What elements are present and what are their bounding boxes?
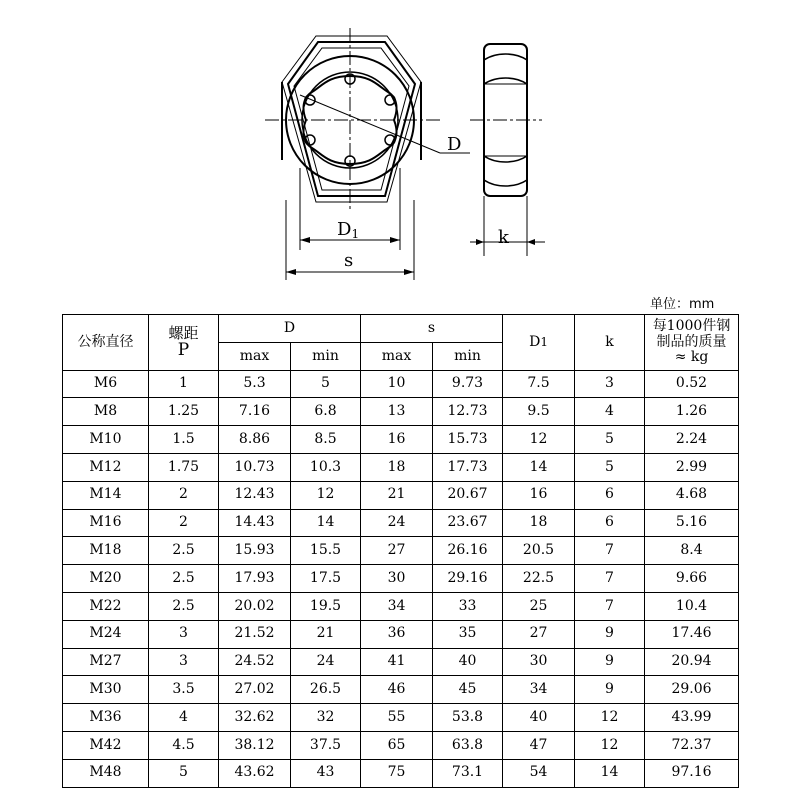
cell-s-min: 33 xyxy=(433,592,503,620)
cell-nominal: M30 xyxy=(63,676,149,704)
cell-s-min: 45 xyxy=(433,676,503,704)
cell-D-min: 24 xyxy=(291,648,361,676)
cell-k: 12 xyxy=(575,704,645,732)
table-row xyxy=(63,648,739,676)
cell-pitch: 1.25 xyxy=(149,398,219,426)
front-view xyxy=(265,28,470,280)
cell-mass: 2.24 xyxy=(645,426,739,454)
cell-D-min: 26.5 xyxy=(291,676,361,704)
cell-nominal: M6 xyxy=(63,370,149,398)
cell-D1: 25 xyxy=(503,592,575,620)
cell-D1: 18 xyxy=(503,509,575,537)
cell-mass: 4.68 xyxy=(645,481,739,509)
cell-D-min: 21 xyxy=(291,620,361,648)
cell-D-max: 24.52 xyxy=(219,648,291,676)
table-row xyxy=(63,481,739,509)
cell-s-min: 12.73 xyxy=(433,398,503,426)
cell-D-max: 38.12 xyxy=(219,731,291,759)
header-s: s xyxy=(361,315,503,343)
cell-D-min: 32 xyxy=(291,704,361,732)
header-k: k xyxy=(575,315,645,371)
table-row xyxy=(63,620,739,648)
cell-pitch: 2.5 xyxy=(149,537,219,565)
cell-s-max: 21 xyxy=(361,481,433,509)
cell-k: 9 xyxy=(575,620,645,648)
cell-D1: 47 xyxy=(503,731,575,759)
cell-k: 7 xyxy=(575,592,645,620)
cell-D-min: 15.5 xyxy=(291,537,361,565)
header-D: D xyxy=(219,315,361,343)
table-row xyxy=(63,426,739,454)
cell-pitch: 2 xyxy=(149,509,219,537)
cell-s-max: 13 xyxy=(361,398,433,426)
table-row xyxy=(63,509,739,537)
cell-D1: 7.5 xyxy=(503,370,575,398)
cell-mass: 0.52 xyxy=(645,370,739,398)
cell-s-min: 17.73 xyxy=(433,453,503,481)
cell-s-min: 73.1 xyxy=(433,759,503,787)
cell-mass: 97.16 xyxy=(645,759,739,787)
cell-k: 5 xyxy=(575,453,645,481)
cell-D1: 20.5 xyxy=(503,537,575,565)
cell-k: 9 xyxy=(575,648,645,676)
cell-nominal: M48 xyxy=(63,759,149,787)
cell-D-min: 14 xyxy=(291,509,361,537)
cell-k: 9 xyxy=(575,676,645,704)
cell-D-max: 17.93 xyxy=(219,565,291,593)
cell-D1: 16 xyxy=(503,481,575,509)
cell-nominal: M36 xyxy=(63,704,149,732)
spec-table xyxy=(62,314,739,788)
cell-nominal: M10 xyxy=(63,426,149,454)
cell-mass: 1.26 xyxy=(645,398,739,426)
cell-s-max: 18 xyxy=(361,453,433,481)
k-label: k xyxy=(498,227,509,248)
cell-s-max: 30 xyxy=(361,565,433,593)
cell-pitch: 4.5 xyxy=(149,731,219,759)
cell-s-min: 40 xyxy=(433,648,503,676)
cell-D1: 12 xyxy=(503,426,575,454)
cell-s-max: 34 xyxy=(361,592,433,620)
cell-D1: 30 xyxy=(503,648,575,676)
cell-k: 14 xyxy=(575,759,645,787)
cell-mass: 8.4 xyxy=(645,537,739,565)
cell-mass: 17.46 xyxy=(645,620,739,648)
cell-D1: 9.5 xyxy=(503,398,575,426)
cell-s-max: 65 xyxy=(361,731,433,759)
cell-D-max: 10.73 xyxy=(219,453,291,481)
cell-pitch: 3 xyxy=(149,620,219,648)
cell-k: 3 xyxy=(575,370,645,398)
cell-D1: 34 xyxy=(503,676,575,704)
cell-s-max: 16 xyxy=(361,426,433,454)
cell-D-max: 5.3 xyxy=(219,370,291,398)
cell-nominal: M42 xyxy=(63,731,149,759)
cell-mass: 20.94 xyxy=(645,648,739,676)
cell-D1: 22.5 xyxy=(503,565,575,593)
s-label: s xyxy=(344,250,354,271)
cell-D-min: 6.8 xyxy=(291,398,361,426)
cell-D1: 54 xyxy=(503,759,575,787)
cell-D-max: 15.93 xyxy=(219,537,291,565)
header-pitch-cn: 螺距 xyxy=(168,323,199,342)
cell-nominal: M8 xyxy=(63,398,149,426)
D1-label: D1 xyxy=(337,219,360,241)
cell-mass: 2.99 xyxy=(645,453,739,481)
cell-nominal: M16 xyxy=(63,509,149,537)
table-row xyxy=(63,704,739,732)
cell-D-max: 32.62 xyxy=(219,704,291,732)
cell-k: 6 xyxy=(575,509,645,537)
cell-D-max: 12.43 xyxy=(219,481,291,509)
cell-D-min: 10.3 xyxy=(291,453,361,481)
cell-D1: 40 xyxy=(503,704,575,732)
cell-D-max: 14.43 xyxy=(219,509,291,537)
cell-s-min: 29.16 xyxy=(433,565,503,593)
cell-D1: 27 xyxy=(503,620,575,648)
header-D1: D1 xyxy=(503,315,575,371)
nut-technical-drawing xyxy=(0,0,800,300)
cell-nominal: M24 xyxy=(63,620,149,648)
header-s-min: min xyxy=(433,342,503,370)
cell-D1: 14 xyxy=(503,453,575,481)
cell-s-min: 15.73 xyxy=(433,426,503,454)
cell-s-min: 9.73 xyxy=(433,370,503,398)
cell-k: 5 xyxy=(575,426,645,454)
table-row xyxy=(63,565,739,593)
cell-s-max: 41 xyxy=(361,648,433,676)
cell-pitch: 5 xyxy=(149,759,219,787)
cell-D-min: 12 xyxy=(291,481,361,509)
side-view xyxy=(470,44,545,256)
cell-D-max: 21.52 xyxy=(219,620,291,648)
cell-k: 7 xyxy=(575,537,645,565)
table-row xyxy=(63,537,739,565)
cell-nominal: M14 xyxy=(63,481,149,509)
cell-mass: 10.4 xyxy=(645,592,739,620)
cell-D-max: 8.86 xyxy=(219,426,291,454)
hexagon-outline xyxy=(288,42,415,196)
cell-k: 6 xyxy=(575,481,645,509)
table-row xyxy=(63,676,739,704)
table-row xyxy=(63,370,739,398)
cell-s-min: 53.8 xyxy=(433,704,503,732)
header-s-max: max xyxy=(361,342,433,370)
cell-pitch: 2.5 xyxy=(149,592,219,620)
unit-label: 单位：mm xyxy=(650,297,715,312)
table-row xyxy=(63,453,739,481)
cell-D-max: 27.02 xyxy=(219,676,291,704)
cell-pitch: 4 xyxy=(149,704,219,732)
table-row xyxy=(63,731,739,759)
cell-pitch: 2.5 xyxy=(149,565,219,593)
D-leader-line xyxy=(300,95,440,153)
cell-nominal: M22 xyxy=(63,592,149,620)
cell-s-min: 20.67 xyxy=(433,481,503,509)
cell-pitch: 1.75 xyxy=(149,453,219,481)
cell-s-max: 27 xyxy=(361,537,433,565)
header-D-max: max xyxy=(219,342,291,370)
cell-pitch: 1.5 xyxy=(149,426,219,454)
cell-k: 4 xyxy=(575,398,645,426)
cell-nominal: M27 xyxy=(63,648,149,676)
header-pitch xyxy=(149,315,219,371)
table-body xyxy=(63,370,739,787)
cell-D-max: 7.16 xyxy=(219,398,291,426)
cell-pitch: 3.5 xyxy=(149,676,219,704)
cell-pitch: 3 xyxy=(149,648,219,676)
cell-nominal: M20 xyxy=(63,565,149,593)
cell-k: 12 xyxy=(575,731,645,759)
cell-s-max: 55 xyxy=(361,704,433,732)
cell-s-min: 26.16 xyxy=(433,537,503,565)
cell-s-max: 75 xyxy=(361,759,433,787)
cell-s-min: 63.8 xyxy=(433,731,503,759)
table-row xyxy=(63,398,739,426)
cell-mass: 29.06 xyxy=(645,676,739,704)
table-header xyxy=(63,315,739,371)
cell-s-max: 10 xyxy=(361,370,433,398)
cell-D-min: 43 xyxy=(291,759,361,787)
cell-D-min: 37.5 xyxy=(291,731,361,759)
cell-mass: 72.37 xyxy=(645,731,739,759)
cell-D-min: 19.5 xyxy=(291,592,361,620)
cell-D-min: 5 xyxy=(291,370,361,398)
cell-s-max: 36 xyxy=(361,620,433,648)
table-row xyxy=(63,592,739,620)
cell-pitch: 1 xyxy=(149,370,219,398)
cell-mass: 43.99 xyxy=(645,704,739,732)
cell-D-min: 17.5 xyxy=(291,565,361,593)
table-row xyxy=(63,759,739,787)
header-mass: 每1000件钢 制品的质量 ≈ kg xyxy=(645,315,739,371)
cell-D-min: 8.5 xyxy=(291,426,361,454)
header-nominal-diameter: 公称直径 xyxy=(63,315,149,371)
cell-s-max: 46 xyxy=(361,676,433,704)
cell-mass: 5.16 xyxy=(645,509,739,537)
cell-s-max: 24 xyxy=(361,509,433,537)
cell-mass: 9.66 xyxy=(645,565,739,593)
cell-s-min: 23.67 xyxy=(433,509,503,537)
cell-s-min: 35 xyxy=(433,620,503,648)
cell-nominal: M18 xyxy=(63,537,149,565)
cell-D-max: 43.62 xyxy=(219,759,291,787)
header-D-min: min xyxy=(291,342,361,370)
cell-nominal: M12 xyxy=(63,453,149,481)
cell-pitch: 2 xyxy=(149,481,219,509)
header-pitch-symbol: P xyxy=(177,340,190,361)
cell-k: 7 xyxy=(575,565,645,593)
D-label: D xyxy=(447,134,462,155)
cell-D-max: 20.02 xyxy=(219,592,291,620)
